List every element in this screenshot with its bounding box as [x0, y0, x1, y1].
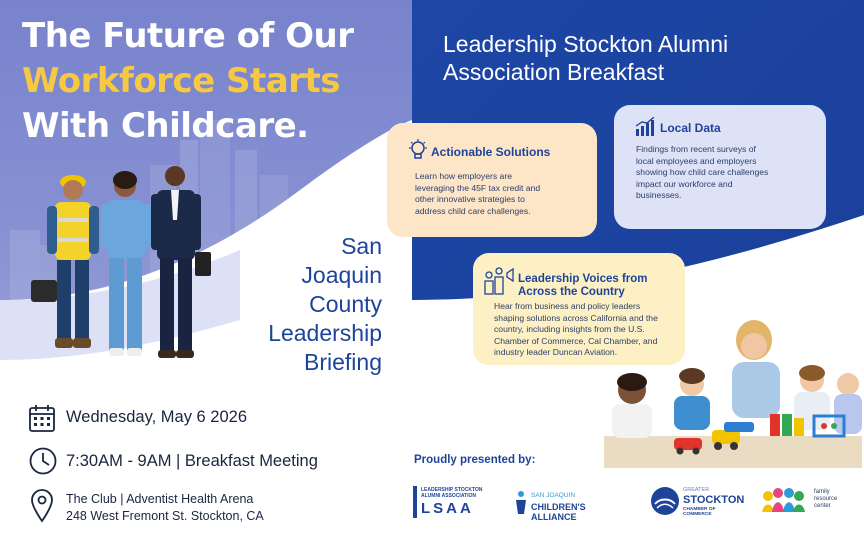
frc-line-3: center	[814, 503, 831, 509]
presented-by-label: Proudly presented by:	[414, 454, 536, 466]
gscc-line-3: CHAMBER OF COMMERCE	[683, 507, 716, 517]
card-voices-body-line: industry leader Duncan Aviation.	[494, 347, 618, 358]
frc-logo-text	[814, 489, 837, 510]
headline-line-3: With Childcare.	[22, 106, 309, 146]
event-time: 7:30AM - 9AM | Breakfast Meeting	[66, 452, 318, 470]
briefing-title	[230, 232, 382, 377]
gscc-line-1: GREATER	[683, 487, 710, 493]
card-voices-body-line: shaping solutions across California and the	[494, 312, 658, 323]
children-playing-photo	[604, 318, 862, 468]
lsaa-logo-text	[421, 487, 482, 499]
card-local-data-body-line: businesses.	[636, 190, 682, 201]
card-local-data-body	[636, 144, 768, 202]
briefing-line-1: San	[341, 233, 382, 259]
bar-chart-icon	[634, 117, 656, 137]
calendar-icon	[28, 403, 56, 433]
card-local-data	[614, 105, 826, 229]
clock-icon	[28, 446, 58, 476]
card-local-data-title: Local Data	[660, 121, 721, 135]
event-location	[66, 491, 264, 525]
frc-line-2: resource	[814, 496, 838, 502]
lsaa-logo	[413, 486, 493, 520]
sjca-line-2: CHILDREN'S ALLIANCE	[531, 502, 586, 522]
location-pin-icon	[30, 489, 54, 523]
sjca-line-1: SAN JOAQUIN	[531, 492, 576, 499]
frc-line-1: family	[814, 489, 830, 495]
card-voices-body-line: Hear from business and policy leaders	[494, 301, 641, 311]
headline-line-1: The Future of Our	[22, 16, 354, 56]
card-actionable-body-line: leveraging the 45F tax credit and	[415, 182, 541, 193]
gscc-line-2: STOCKTON	[683, 494, 745, 506]
child-left	[612, 373, 652, 438]
frc-logo	[760, 486, 860, 520]
chamber-emblem-icon	[650, 486, 680, 516]
event-title-line-2: Association Breakfast	[443, 59, 665, 85]
nurse	[101, 171, 151, 356]
teacher	[732, 320, 780, 418]
card-voices-title-line-1: Leadership Voices from	[518, 273, 648, 285]
card-voices-title	[518, 273, 648, 299]
headline	[22, 14, 354, 149]
card-actionable-body	[415, 171, 540, 217]
child-far-right	[834, 373, 862, 434]
card-voices-title-line-2: Across the Country	[518, 286, 625, 298]
lsaa-line-1: LEADERSHIP STOCKTON	[421, 487, 483, 493]
card-voices-body-line: country, including insights from the U.S.	[494, 324, 645, 335]
card-local-data-body-line: impact our workforce and	[636, 178, 733, 189]
event-title	[443, 30, 823, 86]
headline-line-2: Workforce Starts	[22, 61, 340, 101]
podium-speakers-icon	[483, 267, 517, 295]
card-voices-body-line: Chamber of Commerce, Cal Chamber, and	[494, 335, 658, 346]
lsaa-line-2: ALUMNI ASSOCIATION	[421, 493, 476, 499]
child-figure-icon	[514, 490, 528, 516]
event-venue: The Club | Adventist Health Arena	[66, 492, 254, 506]
card-actionable-body-line: Learn how employers are	[415, 171, 512, 181]
workers-photo	[25, 160, 215, 370]
card-actionable-title: Actionable Solutions	[431, 145, 551, 159]
gscc-logo	[650, 486, 745, 520]
event-address: 248 West Fremont St. Stockton, CA	[66, 509, 264, 523]
event-date: Wednesday, May 6 2026	[66, 408, 248, 426]
card-actionable-body-line: address child care challenges.	[415, 205, 531, 216]
card-actionable-body-line: other innovative strategies to	[415, 194, 525, 205]
lightbulb-icon	[407, 139, 429, 161]
card-local-data-body-line: Findings from recent surveys of	[636, 144, 756, 154]
briefing-line-4: Leadership	[268, 320, 382, 346]
event-title-line-1: Leadership Stockton Alumni	[443, 31, 729, 57]
toy-truck-yellow	[712, 430, 740, 444]
lsaa-mark: LSAA	[421, 500, 474, 517]
briefing-line-5: Briefing	[304, 349, 382, 375]
card-actionable-solutions	[387, 123, 597, 237]
card-local-data-body-line: local employees and employers	[636, 155, 757, 166]
construction-worker	[31, 175, 99, 348]
child-middle	[674, 368, 710, 430]
businessman	[151, 166, 211, 358]
sjca-logo	[514, 490, 624, 520]
family-figures-icon	[760, 486, 808, 516]
card-local-data-body-line: showing how child care challenges	[636, 167, 769, 178]
briefing-line-2: Joaquin	[301, 262, 382, 288]
briefing-line-3: County	[309, 291, 382, 317]
